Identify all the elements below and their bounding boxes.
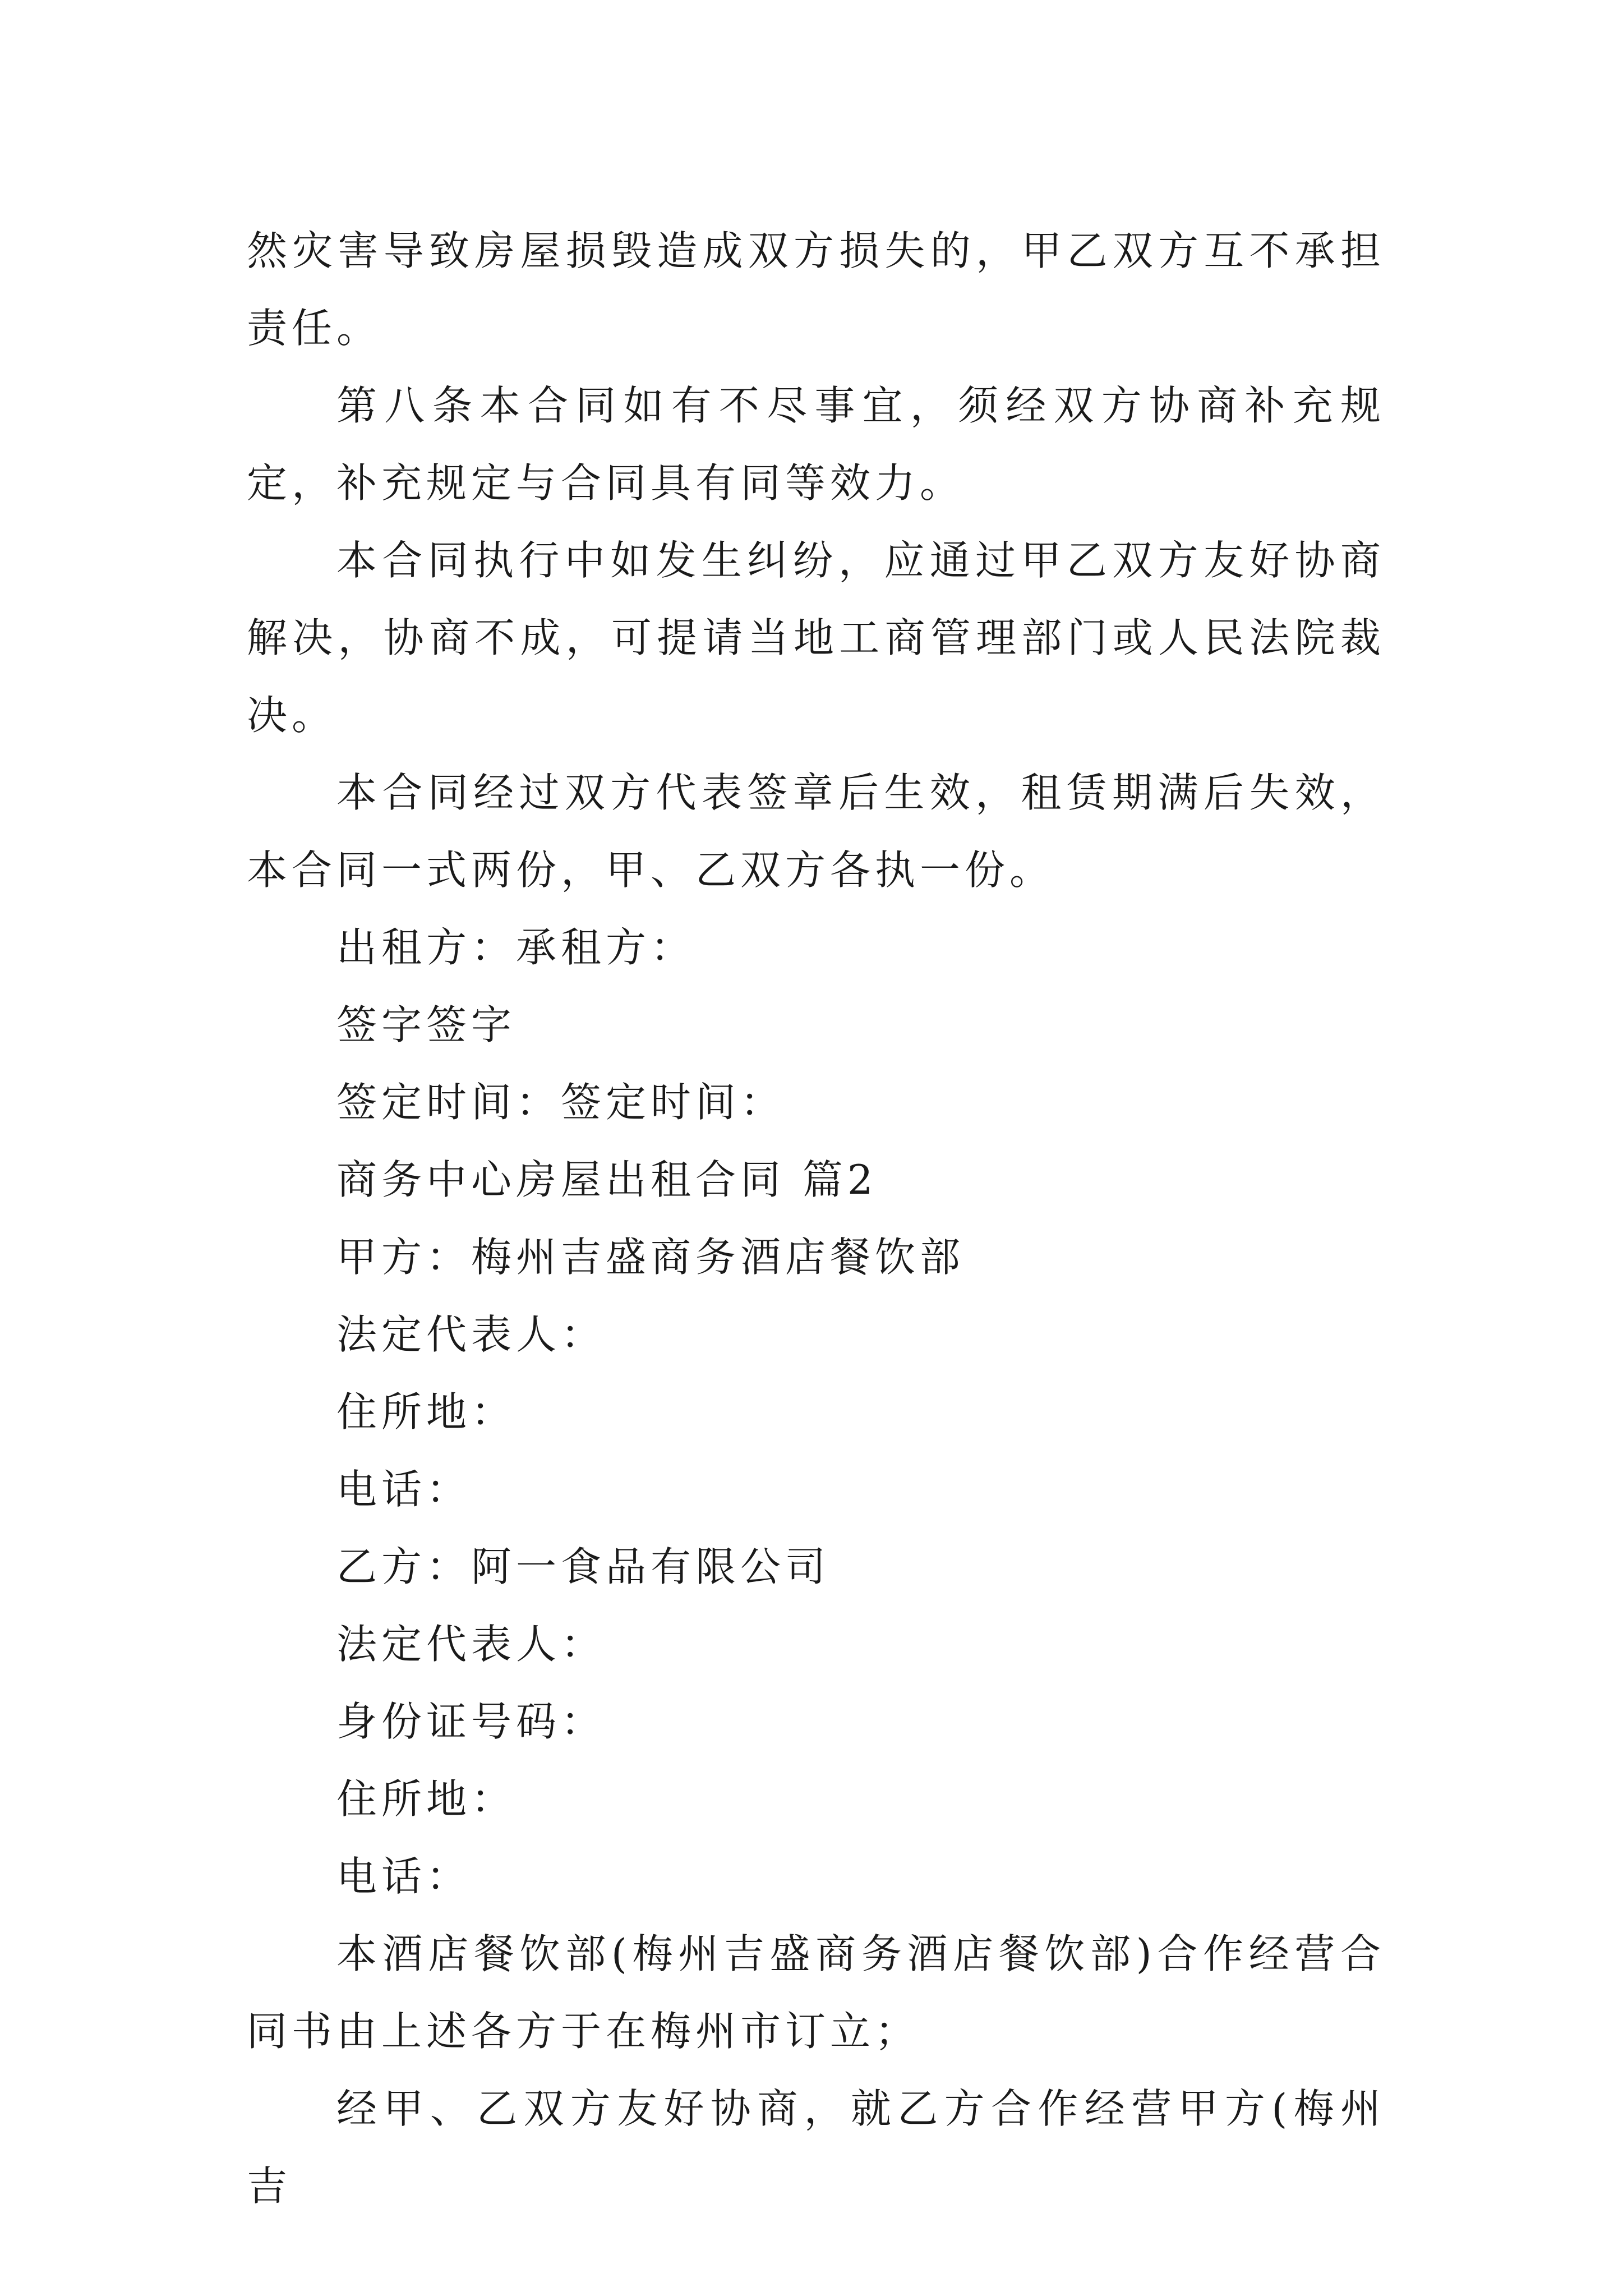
paragraph-dispute: 本合同执行中如发生纠纷，应通过甲乙双方友好协商解决，协商不成，可提请当地工商管理部门或人民法院裁决。 — [247, 537, 1385, 739]
paragraph-lessor-lessee: 出租方：承租方： — [336, 924, 696, 971]
party-b-address: 住所地： — [336, 1775, 517, 1823]
party-b: 乙方：阿一食品有限公司 — [336, 1543, 831, 1590]
section-title: 商务中心房屋出租合同 篇2 — [336, 1156, 878, 1203]
paragraph-contract-intro: 本酒店餐饮部(梅州吉盛商务酒店餐饮部)合作经营合同书由上述各方于在梅州市订立； — [247, 1930, 1385, 2055]
party-a-legal-rep: 法定代表人： — [336, 1311, 606, 1358]
party-a-address: 住所地： — [336, 1388, 517, 1435]
paragraph-sign-date: 签定时间：签定时间： — [336, 1079, 786, 1126]
paragraph-signature: 签字签字 — [336, 1001, 517, 1048]
document-body — [247, 212, 1385, 2225]
party-b-id-number: 身份证号码： — [336, 1698, 606, 1745]
paragraph-negotiation: 经甲、乙双方友好协商，就乙方合作经营甲方(梅州吉 — [247, 2085, 1385, 2210]
paragraph-article-eight: 第八条本合同如有不尽事宜，须经双方协商补充规定，补充规定与合同具有同等效力。 — [247, 382, 1385, 507]
party-b-phone: 电话： — [336, 1853, 472, 1900]
paragraph-effectiveness: 本合同经过双方代表签章后生效，租赁期满后失效，本合同一式两份，甲、乙双方各执一份。 — [247, 769, 1385, 894]
party-a-phone: 电话： — [336, 1466, 472, 1513]
paragraph-disaster-clause: 然灾害导致房屋损毁造成双方损失的，甲乙双方互不承担责任。 — [247, 227, 1385, 352]
party-a: 甲方：梅州吉盛商务酒店餐饮部 — [336, 1234, 965, 1281]
party-b-legal-rep: 法定代表人： — [336, 1621, 606, 1668]
